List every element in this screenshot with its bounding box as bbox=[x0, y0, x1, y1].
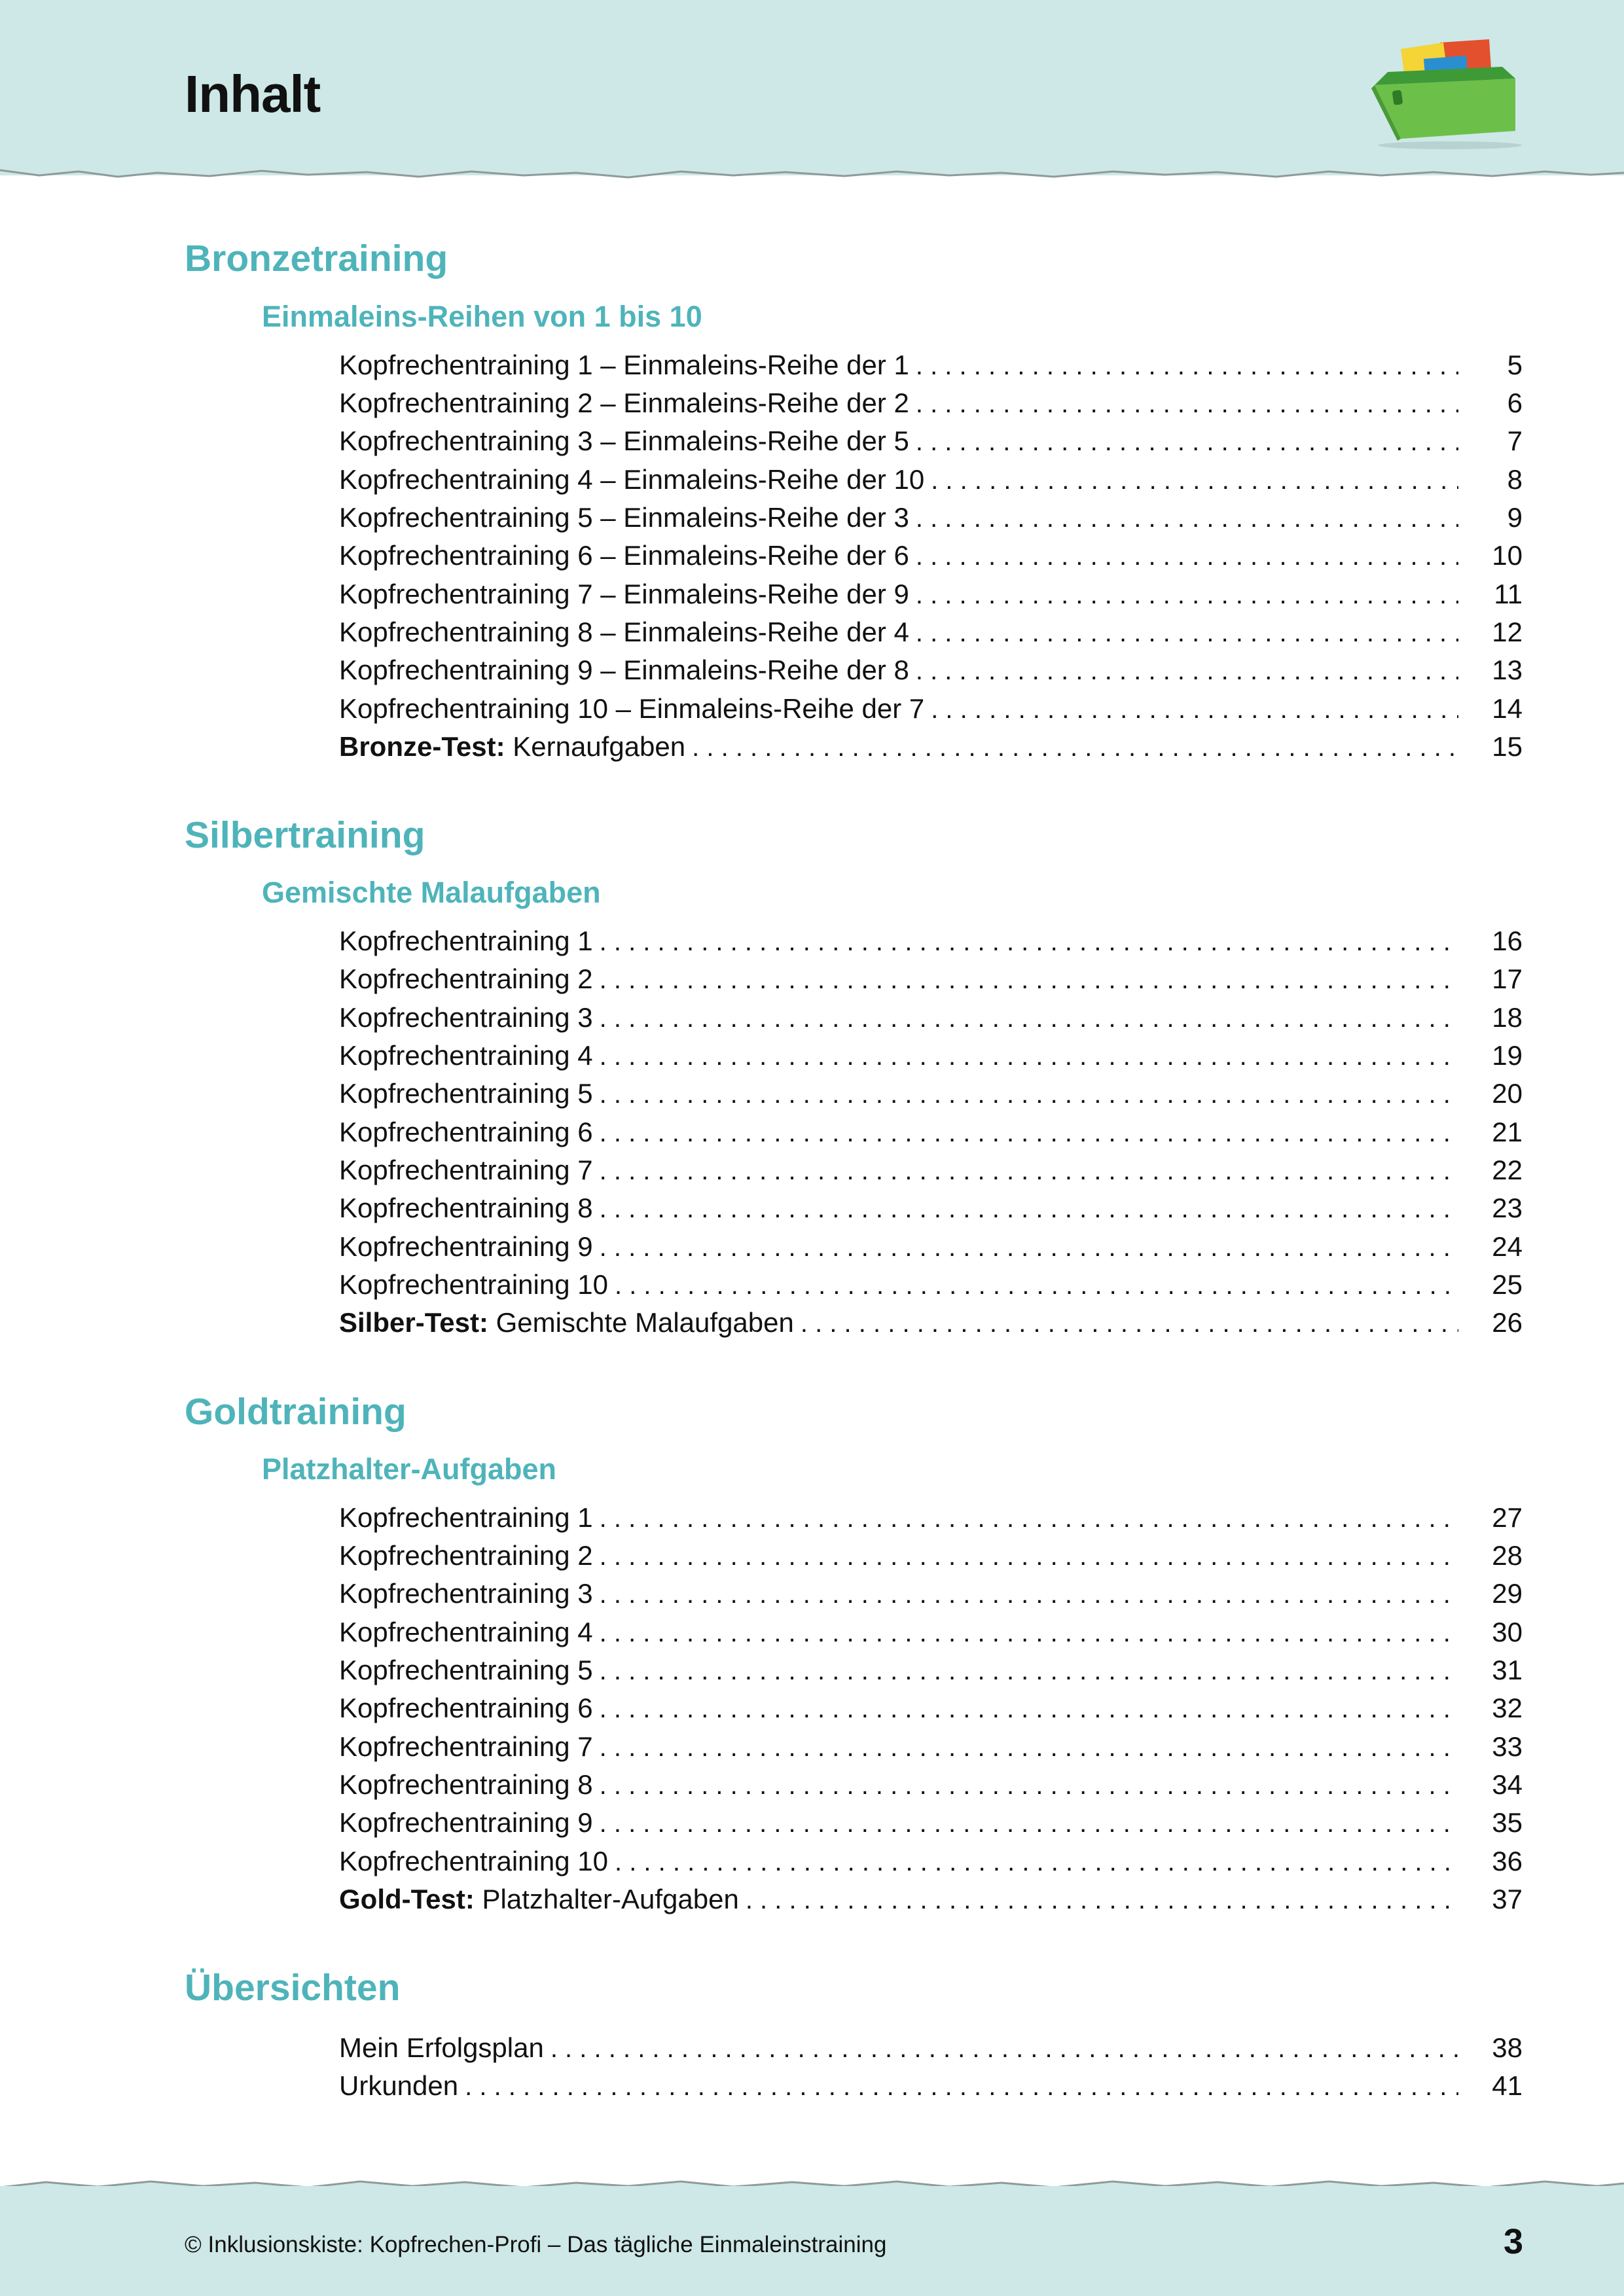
entry-text: Kopfrechentraining 5 bbox=[339, 1078, 593, 1109]
subsection-title-silver: Gemischte Malaufgaben bbox=[262, 876, 601, 909]
toc-entry[interactable] bbox=[339, 1266, 1523, 1304]
entry-text: Kopfrechentraining 7 – Einmaleins-Reihe der 9 bbox=[339, 579, 909, 609]
page-number: 37 bbox=[1492, 1884, 1523, 1914]
toc-entry-test[interactable] bbox=[339, 1304, 1523, 1342]
page-number: 5 bbox=[1507, 350, 1523, 380]
toc-entry[interactable] bbox=[339, 422, 1523, 460]
entry-text bbox=[339, 1304, 794, 1342]
dot-leader bbox=[600, 999, 1458, 1037]
dot-leader bbox=[615, 1843, 1458, 1881]
toc-entry[interactable] bbox=[339, 1113, 1523, 1151]
toc-entry[interactable] bbox=[339, 537, 1523, 575]
entry-text: Kopfrechentraining 8 bbox=[339, 1193, 593, 1223]
subsection-title-gold: Platzhalter-Aufgaben bbox=[262, 1452, 557, 1486]
entry-text: Kopfrechentraining 4 bbox=[339, 1040, 593, 1071]
toc-entry[interactable] bbox=[339, 1575, 1523, 1613]
entry-text: Kopfrechentraining 9 – Einmaleins-Reihe der 8 bbox=[339, 655, 909, 685]
page-number: 9 bbox=[1507, 502, 1523, 533]
page-number: 22 bbox=[1492, 1155, 1523, 1185]
toc-entry[interactable] bbox=[339, 960, 1523, 998]
dot-leader bbox=[916, 614, 1458, 652]
page-number: 36 bbox=[1492, 1846, 1523, 1876]
toc-entry[interactable] bbox=[339, 1651, 1523, 1689]
page-number: 23 bbox=[1492, 1193, 1523, 1223]
page-number: 26 bbox=[1492, 1307, 1523, 1338]
dot-leader bbox=[600, 1614, 1458, 1652]
toc-entry[interactable] bbox=[339, 1075, 1523, 1113]
entry-text: Kopfrechentraining 2 bbox=[339, 1540, 593, 1571]
entry-text: Kopfrechentraining 4 – Einmaleins-Reihe der 10 bbox=[339, 464, 925, 495]
test-topic: Platzhalter-Aufgaben bbox=[482, 1884, 739, 1914]
entry-text: Kopfrechentraining 10 bbox=[339, 1846, 608, 1876]
entry-text: Kopfrechentraining 3 bbox=[339, 1578, 593, 1609]
dot-leader bbox=[801, 1304, 1458, 1342]
dot-leader bbox=[600, 1229, 1458, 1266]
page-number: 41 bbox=[1492, 2070, 1523, 2101]
entry-text: Kopfrechentraining 5 – Einmaleins-Reihe der 3 bbox=[339, 502, 909, 533]
entry-text: Kopfrechentraining 9 bbox=[339, 1807, 593, 1838]
page-number: 21 bbox=[1492, 1117, 1523, 1147]
page-number: 27 bbox=[1492, 1502, 1523, 1533]
entry-text: Kopfrechentraining 3 bbox=[339, 1002, 593, 1033]
page-number: 15 bbox=[1492, 731, 1523, 762]
entry-text: Kopfrechentraining 2 – Einmaleins-Reihe der 2 bbox=[339, 387, 909, 418]
page-number: 38 bbox=[1492, 2032, 1523, 2063]
toc-entry[interactable] bbox=[339, 1689, 1523, 1727]
entry-text: Kopfrechentraining 10 – Einmaleins-Reihe der 7 bbox=[339, 693, 925, 724]
page-number: 24 bbox=[1492, 1231, 1523, 1262]
toc-entry[interactable] bbox=[339, 1537, 1523, 1575]
footer-copyright: © Inklusionskiste: Kopfrechen-Profi – Das tägliche Einmaleinstraining bbox=[185, 2232, 887, 2257]
dot-leader bbox=[916, 499, 1458, 537]
dot-leader bbox=[600, 1152, 1458, 1190]
toy-box-icon bbox=[1362, 26, 1525, 151]
entry-text: Kopfrechentraining 2 bbox=[339, 963, 593, 994]
page-number: 18 bbox=[1492, 1002, 1523, 1033]
toc-entry[interactable] bbox=[339, 1228, 1523, 1266]
dot-leader bbox=[916, 423, 1458, 461]
dot-leader bbox=[550, 2030, 1458, 2068]
footer-page-number: 3 bbox=[1503, 2222, 1523, 2261]
dot-leader bbox=[916, 347, 1458, 385]
header-torn-edge bbox=[0, 164, 1624, 190]
entry-text: Kopfrechentraining 1 bbox=[339, 1502, 593, 1533]
entry-text: Kopfrechentraining 7 bbox=[339, 1731, 593, 1762]
toc-entry[interactable] bbox=[339, 575, 1523, 613]
test-topic: Gemischte Malaufgaben bbox=[496, 1307, 794, 1338]
dot-leader bbox=[916, 537, 1458, 575]
entry-text: Kopfrechentraining 10 bbox=[339, 1269, 608, 1300]
toc-entry[interactable] bbox=[339, 1804, 1523, 1842]
dot-leader bbox=[916, 652, 1458, 690]
toc-entry[interactable] bbox=[339, 1499, 1523, 1537]
dot-leader bbox=[692, 728, 1458, 766]
toc-entry[interactable] bbox=[339, 613, 1523, 651]
toc-entry[interactable] bbox=[339, 499, 1523, 537]
dot-leader bbox=[600, 1075, 1458, 1113]
toc-entry[interactable] bbox=[339, 922, 1523, 960]
page-number: 28 bbox=[1492, 1540, 1523, 1571]
page-number: 33 bbox=[1492, 1731, 1523, 1762]
entry-text: Kopfrechentraining 6 bbox=[339, 1117, 593, 1147]
entry-text: Kopfrechentraining 8 bbox=[339, 1769, 593, 1800]
dot-leader bbox=[615, 1266, 1458, 1304]
page-number: 25 bbox=[1492, 1269, 1523, 1300]
dot-leader bbox=[600, 1652, 1458, 1690]
section-title-silver: Silbertraining bbox=[185, 814, 425, 856]
toc-entry[interactable] bbox=[339, 1842, 1523, 1880]
toc-entry[interactable] bbox=[339, 690, 1523, 728]
test-label: Silber-Test: bbox=[339, 1307, 488, 1338]
section-title-gold: Goldtraining bbox=[185, 1391, 406, 1433]
toc-entry[interactable] bbox=[339, 999, 1523, 1037]
entry-text: Kopfrechentraining 8 – Einmaleins-Reihe der 4 bbox=[339, 617, 909, 647]
entry-text: Kopfrechentraining 7 bbox=[339, 1155, 593, 1185]
dot-leader bbox=[600, 1729, 1458, 1767]
toc-entry[interactable] bbox=[339, 2029, 1523, 2067]
dot-leader bbox=[600, 1767, 1458, 1804]
dot-leader bbox=[600, 1499, 1458, 1537]
section-title-overviews: Übersichten bbox=[185, 1967, 401, 2009]
dot-leader bbox=[931, 691, 1458, 728]
page-number: 7 bbox=[1507, 425, 1523, 456]
page-number: 17 bbox=[1492, 963, 1523, 994]
toc-entry[interactable] bbox=[339, 651, 1523, 689]
page-number: 11 bbox=[1494, 579, 1523, 609]
dot-leader bbox=[600, 1690, 1458, 1728]
dot-leader bbox=[916, 385, 1458, 423]
dot-leader bbox=[931, 461, 1458, 499]
toc-entry[interactable] bbox=[339, 2067, 1523, 2105]
page-number: 16 bbox=[1492, 925, 1523, 956]
page-number: 14 bbox=[1492, 693, 1523, 724]
dot-leader bbox=[600, 1190, 1458, 1228]
page-number: 32 bbox=[1492, 1693, 1523, 1723]
page-title: Inhalt bbox=[185, 65, 321, 123]
toc-entry[interactable] bbox=[339, 1766, 1523, 1804]
page-number: 20 bbox=[1492, 1078, 1523, 1109]
entry-text: Kopfrechentraining 6 – Einmaleins-Reihe der 6 bbox=[339, 540, 909, 571]
page-number: 34 bbox=[1492, 1769, 1523, 1800]
page-number: 8 bbox=[1507, 464, 1523, 495]
test-topic: Kernaufgaben bbox=[513, 731, 686, 762]
page-number: 13 bbox=[1492, 655, 1523, 685]
toc-entry-test[interactable] bbox=[339, 728, 1523, 766]
page-number: 10 bbox=[1492, 540, 1523, 571]
dot-leader bbox=[600, 1037, 1458, 1075]
entry-text: Kopfrechentraining 9 bbox=[339, 1231, 593, 1262]
entry-text: Kopfrechentraining 6 bbox=[339, 1693, 593, 1723]
dot-leader bbox=[600, 923, 1458, 961]
test-label: Bronze-Test: bbox=[339, 731, 505, 762]
section-title-bronze: Bronzetraining bbox=[185, 238, 448, 279]
toc-entry[interactable] bbox=[339, 384, 1523, 422]
page-number: 6 bbox=[1507, 387, 1523, 418]
entry-text: Kopfrechentraining 1 – Einmaleins-Reihe der 1 bbox=[339, 350, 909, 380]
dot-leader bbox=[746, 1881, 1458, 1919]
dot-leader bbox=[600, 1804, 1458, 1842]
dot-leader bbox=[916, 576, 1458, 614]
dot-leader bbox=[465, 2068, 1458, 2106]
page-number: 19 bbox=[1492, 1040, 1523, 1071]
entry-text bbox=[339, 728, 685, 766]
page-number: 30 bbox=[1492, 1617, 1523, 1647]
page-number: 12 bbox=[1492, 617, 1523, 647]
entry-text bbox=[339, 1880, 739, 1918]
entry-text: Kopfrechentraining 5 bbox=[339, 1655, 593, 1685]
entry-text: Kopfrechentraining 1 bbox=[339, 925, 593, 956]
dot-leader bbox=[600, 1575, 1458, 1613]
toc-entry[interactable] bbox=[339, 1613, 1523, 1651]
toc-entry-test[interactable] bbox=[339, 1880, 1523, 1918]
entry-text: Kopfrechentraining 3 – Einmaleins-Reihe der 5 bbox=[339, 425, 909, 456]
dot-leader bbox=[600, 1537, 1458, 1575]
toc-entry[interactable] bbox=[339, 1189, 1523, 1227]
toc-entry[interactable] bbox=[339, 1728, 1523, 1766]
page-number: 35 bbox=[1492, 1807, 1523, 1838]
test-label: Gold-Test: bbox=[339, 1884, 475, 1914]
toc-entry[interactable] bbox=[339, 461, 1523, 499]
toc-entry[interactable] bbox=[339, 1037, 1523, 1075]
subsection-title-bronze: Einmaleins-Reihen von 1 bis 10 bbox=[262, 300, 702, 333]
page-number: 31 bbox=[1492, 1655, 1523, 1685]
entry-text: Urkunden bbox=[339, 2070, 459, 2101]
page-number: 29 bbox=[1492, 1578, 1523, 1609]
dot-leader bbox=[600, 1114, 1458, 1152]
dot-leader bbox=[600, 961, 1458, 999]
toc-entry[interactable] bbox=[339, 1151, 1523, 1189]
toc-entry[interactable] bbox=[339, 346, 1523, 384]
entry-text: Mein Erfolgsplan bbox=[339, 2032, 544, 2063]
entry-text: Kopfrechentraining 4 bbox=[339, 1617, 593, 1647]
